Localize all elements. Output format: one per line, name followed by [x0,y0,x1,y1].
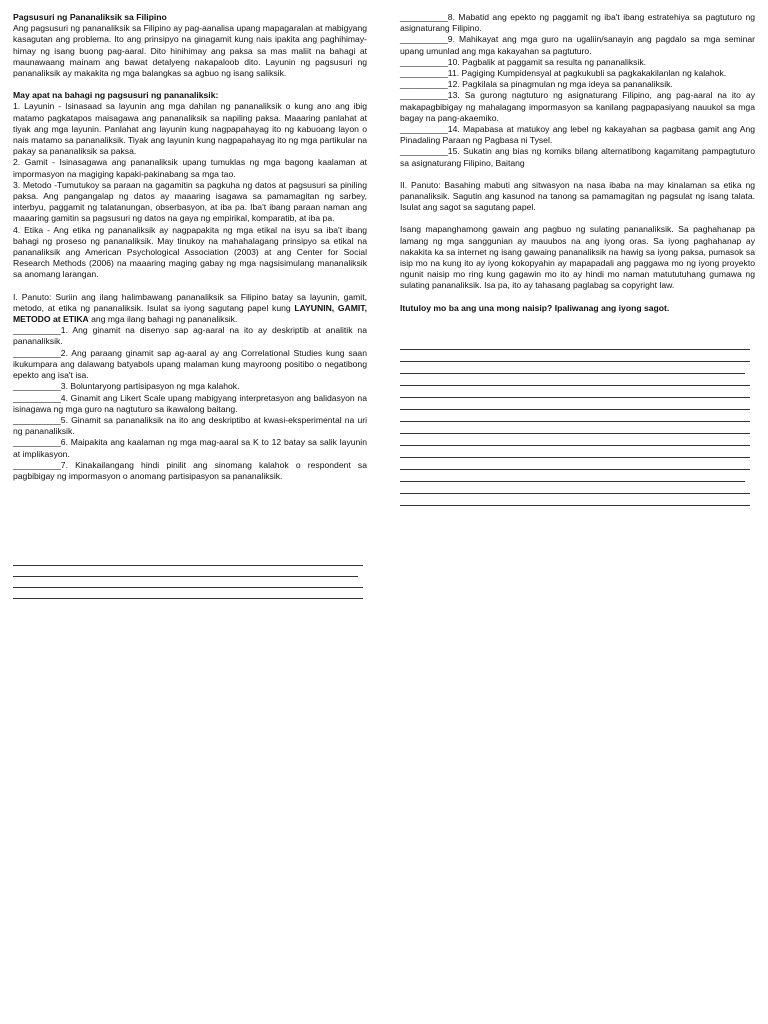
intro-paragraph: Ang pagsusuri ng pananaliksik sa Filipino ay pag-aanalisa upang mapagaralan at mabigyang kasagutan ang problema. Ito ang prinsipyo na ginagamit kung nais ipakita ang paghihimay-himay ng isang buong pag-aaral. Dito hinihimay ang paksa sa mas maliit na bahagi at maunawaang mainam ang bawat detalyeng nakapaloob dito. Layunin ng pagsusuri ng pananaliksik ay makakita ng mga balangkas sa agbuo ng isang saliksik. [13,23,367,79]
answer-line[interactable] [400,373,745,374]
answer-blank[interactable]: __________ [13,325,61,336]
answer-blank[interactable]: __________ [400,90,448,101]
item-5: __________5. Ginamit sa pananaliksik na ito ang deskriptibo at kwasi-eksperimental na uri ng pananaliksik. [13,414,367,437]
answer-blank[interactable]: __________ [400,68,448,79]
item-12: __________12. Pagkilala sa pinagmulan ng mga ideya sa pananaliksik. [400,79,673,90]
right-column [400,12,755,314]
answer-line[interactable] [400,397,750,398]
item-9: __________9. Mahikayat ang mga guro na ugaliin/sanayin ang pagdalo sa mga seminar upang umunlad ang mga kakayahan sa pagtuturo. [400,34,755,56]
answer-blank[interactable]: __________ [13,347,61,358]
left-answer-lines[interactable] [13,565,363,609]
item-11: __________11. Pagiging Kumpidensyal at pagkukubli sa pagkakakilanlan ng kalahok. [400,68,727,79]
essay-question: Itutuloy mo ba ang una mong naisip? Ipaliwanag ang iyong sagot. [400,302,670,313]
answer-line[interactable] [400,385,750,386]
answer-blank[interactable]: __________ [400,56,448,67]
item-2: __________2. Ang paraang ginamit sap ag-aaral ay ang Correlational Studies kung saan ikukumpara ang dalawang batyabols upang malaman kung mayroong positibo o negatibong epekto ang isa't isa. [13,347,367,381]
answer-line[interactable] [400,433,750,434]
item-1: __________1. Ang ginamit na disenyo sap ag-aaral na ito ay deskriptib at analitik na pananaliksik. [13,325,367,347]
answer-line[interactable] [400,505,750,506]
answer-blank[interactable]: __________ [400,79,448,90]
item-6: __________6. Maipakita ang kaalaman ng mga mag-aaral sa K to 12 batay sa salik layunin at implikasyon. [13,437,367,459]
part-gamit: 2. Gamit - Isinasagawa ang pananaliksik upang tumuklas ng mga bagong kaalaman at impormasyon na magiging kapaki-pakinabang sa mga tao. [13,157,367,179]
answer-blank[interactable]: __________ [400,124,448,135]
answer-line[interactable] [13,587,363,588]
item-14: __________14. Mapabasa at matukoy ang lebel ng kakayahan sa pagbasa gamit ang Ang Pinadaling Paraan ng Pagbasa ni Tysel. [400,124,755,146]
panuto-1-keywords: LAYUNIN, GAMIT, METODO at ETIKA [13,302,367,325]
answer-blank[interactable]: __________ [13,437,61,448]
answer-line[interactable] [400,421,750,422]
answer-blank[interactable]: __________ [13,459,61,470]
item-7: __________7. Kinakailangang hindi pinilit ang sinomang kalahok o respondent sa pagbibigay ng impormasyon o anomang partisipasyon sa pananaliksik. [13,459,367,481]
part-layunin: 1. Layunin - Isinasaad sa layunin ang mga dahilan ng pananaliksik o kung ano ang ibig matamo pagkatapos maisagawa ang pananaliksik sa napiling paksa. Maaaring panlahat at tiyak ang mga layunin. Panlahat ang layunin kung nagpapahayag ito ng kabuoang layon o nais matamo sa pananaliksik. Tiyak ang layunin kung nagpapahayag ito ng mga partikular na pakay sa pananaliksik sa paksa. [13,101,367,157]
document-title: Pagsusuri ng Pananaliksik sa Filipino [13,12,167,22]
answer-blank[interactable]: __________ [13,414,61,425]
answer-blank[interactable]: __________ [400,34,448,45]
answer-line[interactable] [400,361,750,362]
answer-line[interactable] [400,469,750,470]
item-3: __________3. Boluntaryong partisipasyon ng mga kalahok. [13,381,240,392]
item-10: __________10. Pagbalik at paggamit sa resulta ng pananaliksik. [400,56,647,67]
answer-blank[interactable]: __________ [400,146,448,157]
answer-line[interactable] [400,457,750,458]
answer-line[interactable] [400,409,750,410]
parts-heading: May apat na bahagi ng pagsusuri ng pananaliksik: [13,90,219,101]
panuto-2: II. Panuto: Basahing mabuti ang sitwasyon na nasa ibaba na may kinalaman sa etika ng pananaliksik. Sagutin ang kasunod na tanong sa pamamagitan ng pagsulat ng isang talata. Isulat ang sagot sa sagutang papel. [400,179,755,213]
panuto-1: I. Panuto: Suriin ang ilang halimbawang pananaliksik sa Filipino batay sa layunin, gamit, metodo, at etika ng pananaliksik. Isulat sa iyong sagutang papel kung LAYUNIN, GAMIT, METODO at ETIKA ang mga ilang bahagi ng pananaliksik. [13,291,367,325]
item-13: __________13. Sa gurong nagtuturo ng asignaturang Filipino, ang pag-aaral na ito ay makapagbibigay ng mahalagang impormasyon sa kanilang pagpapasiyang nauukol sa mga bagay na pang-akaemiko. [400,90,755,123]
answer-line[interactable] [400,445,750,446]
answer-line[interactable] [400,481,745,482]
item-8: __________8. Mabatid ang epekto ng paggamit ng iba't ibang estratehiya sa pagtuturo ng asignaturang Filipino. [400,12,755,34]
item-4: __________4. Ginamit ang Likert Scale upang mabigyang interpretasyon ang balidasyon na isinagawa ng mga guro na nagtuturo sa ikawalong baitang. [13,392,367,414]
answer-line[interactable] [13,598,363,599]
item-15: __________15. Sukatin ang bias ng komiks bilang alternatibong kagamitang pampagtuturo sa asignaturang Filipino, Baitang [400,146,755,168]
answer-blank[interactable]: __________ [400,12,448,22]
right-answer-lines[interactable] [400,349,750,517]
answer-line[interactable] [13,576,358,577]
answer-line[interactable] [400,493,750,494]
answer-line[interactable] [13,565,363,566]
part-metodo: 3. Metodo -Tumutukoy sa paraan na gagamitin sa pagkuha ng datos at pagsusuri sa piniling paksa. Ang pangangalap ng datos ay maaaring isagawa sa pamamagitan ng sarbey, interbyu, paggamit ng talatanungan, obserbasyon, at iba pa. Iba't ibang paraan naman ang maaaring gamitin sa pagsusuri ng datos na gaya ng empirikal, komparatib, at iba pa. [13,179,367,224]
answer-line[interactable] [400,349,750,350]
part-etika: 4. Etika - Ang etika ng pananaliksik ay nagpapakita ng mga etikal na isyu sa iba't ibang bahagi ng proseso ng pananaliksik. May tinukoy na mahahalagang prinsipyo sa etikal na pananaliksik ang American Psychological Association (2003) at ang Center for Social Research Methods (2006) na maaaring maging gabay ng mga nagsisimulang mananaliksik sa anomang larangan. [13,224,367,280]
answer-blank[interactable]: __________ [13,392,61,403]
answer-blank[interactable]: __________ [13,381,61,392]
left-column [13,12,367,482]
situation-paragraph: Isang mapanghamong gawain ang pagbuo ng sulating pananaliksik. Sa paghahanap pa lamang ng mga sanggunian ay mauubos na ang iyong oras. Sa iyong paghahanap ay nakakita ka sa internet ng isang gawaing pananaliksik na hawig sa iyong paksa, pumasok sa isip mo na kung ito ay iyong kokopyahin ay mapapadali ang paggawa mo ng iyong proyekto ngunit naisip mo ring kung gagawin mo ito ay hindi mo naman matututuhang gumawa ng sulating pananaliksik. Isa pa, ito ay tahasang paglabag sa copyright law. [400,224,755,291]
